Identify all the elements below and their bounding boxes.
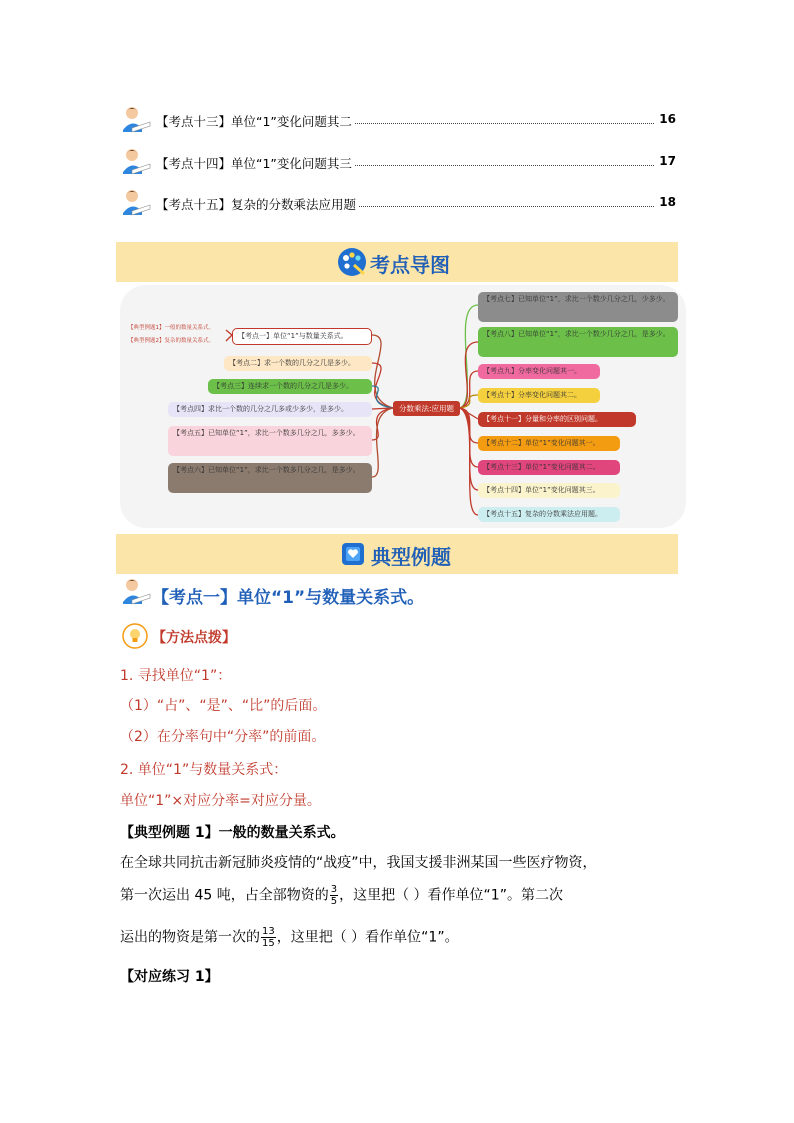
student-reading-icon <box>120 187 152 219</box>
toc-row[interactable] <box>120 108 676 136</box>
student-reading-icon <box>120 146 152 178</box>
toc-row[interactable] <box>120 150 676 178</box>
toc-page-number: 16 <box>659 112 676 126</box>
mind-map <box>120 285 686 528</box>
fraction-denominator: 15 <box>262 938 275 949</box>
method-line: （1）“占”、“是”、“比”的后面。 <box>120 698 327 714</box>
method-line: （2）在分率句中“分率”的前面。 <box>120 729 326 745</box>
toc-row[interactable] <box>120 191 676 219</box>
student-reading-icon <box>120 576 152 608</box>
palette-icon <box>337 247 367 277</box>
example-text-part: 第一次运出 45 吨，占全部物资的 <box>120 887 329 904</box>
method-line: 1. 寻找单位“1”： <box>120 668 232 684</box>
mind-map-node: 【考点七】已知单位“1”，求比一个数少几分之几，少多少。 <box>478 292 678 322</box>
toc-title: 【考点十三】单位“1”变化问题其二 <box>156 112 355 130</box>
sub-note: 【典型例题2】复杂的数量关系式。 <box>128 338 215 344</box>
fraction <box>330 884 338 907</box>
toc-title: 【考点十五】复杂的分数乘法应用题 <box>156 195 359 213</box>
mind-map-node: 【考点十四】单位“1”变化问题其三。 <box>478 483 620 498</box>
mind-map-node: 【考点十】分率变化问题其二。 <box>478 388 600 403</box>
example-text <box>120 884 563 907</box>
mind-map-node: 【考点四】求比一个数的几分之几多或少多少，是多少。 <box>168 402 372 417</box>
mind-map-node: 【考点一】单位“1”与数量关系式。 <box>232 328 372 345</box>
example-text <box>120 926 459 949</box>
banner-title: 典型例题 <box>371 545 451 569</box>
example-text-part: ，这里把（ ）看作单位“1”。 <box>276 929 459 946</box>
fraction-numerator: 13 <box>262 926 275 937</box>
method-line: 2. 单位“1”与数量关系式： <box>120 762 288 778</box>
mind-map-center: 分数乘法:应用题 <box>393 401 460 416</box>
sub-note: 【典型例题1】一般的数量关系式。 <box>128 325 215 331</box>
mind-map-node: 【考点十五】复杂的分数乘法应用题。 <box>478 507 620 522</box>
mind-map-node: 【考点十三】单位“1”变化问题其二。 <box>478 460 620 475</box>
fraction-denominator: 5 <box>330 896 338 907</box>
mind-map-node: 【考点十一】分量和分率的区别问题。 <box>478 412 636 427</box>
book-heart-icon <box>340 541 366 567</box>
mind-map-node: 【考点五】已知单位“1”，求比一个数多几分之几，多多少。 <box>168 426 372 456</box>
example-text: 在全球共同抗击新冠肺炎疫情的“战疫”中，我国支援非洲某国一些医疗物资， <box>120 855 597 871</box>
toc-title: 【考点十四】单位“1”变化问题其三 <box>156 154 355 172</box>
toc-page-number: 18 <box>659 195 676 209</box>
method-line: 单位“1”×对应分率=对应分量。 <box>120 793 321 809</box>
mind-map-node: 【考点六】已知单位“1”，求比一个数多几分之几，是多少。 <box>168 463 372 493</box>
mind-map-node: 【考点三】连续求一个数的几分之几是多少。 <box>208 379 372 394</box>
banner-title: 考点导图 <box>370 253 450 277</box>
mind-map-node: 【考点二】求一个数的几分之几是多少。 <box>224 356 372 371</box>
example-text-part: 运出的物资是第一次的 <box>120 929 260 946</box>
mind-map-node: 【考点九】分率变化问题其一。 <box>478 364 600 379</box>
example-text-part: ，这里把（ ）看作单位“1”。第二次 <box>339 887 563 904</box>
method-label: 【方法点拨】 <box>152 630 236 646</box>
mind-map-node: 【考点十二】单位“1”变化问题其一。 <box>478 436 620 451</box>
lightbulb-icon <box>121 622 149 650</box>
toc-page-number: 17 <box>659 154 676 168</box>
fraction-numerator: 3 <box>330 884 338 895</box>
mindmap-banner <box>116 242 678 282</box>
student-reading-icon <box>120 104 152 136</box>
practice-title: 【对应练习 1】 <box>120 969 219 985</box>
mind-map-node: 【考点八】已知单位“1”，求比一个数少几分之几，是多少。 <box>478 327 678 357</box>
section-heading: 【考点一】单位“1”与数量关系式。 <box>152 588 425 608</box>
fraction <box>261 926 276 949</box>
example-title: 【典型例题 1】一般的数量关系式。 <box>120 825 345 841</box>
examples-banner <box>116 534 678 574</box>
